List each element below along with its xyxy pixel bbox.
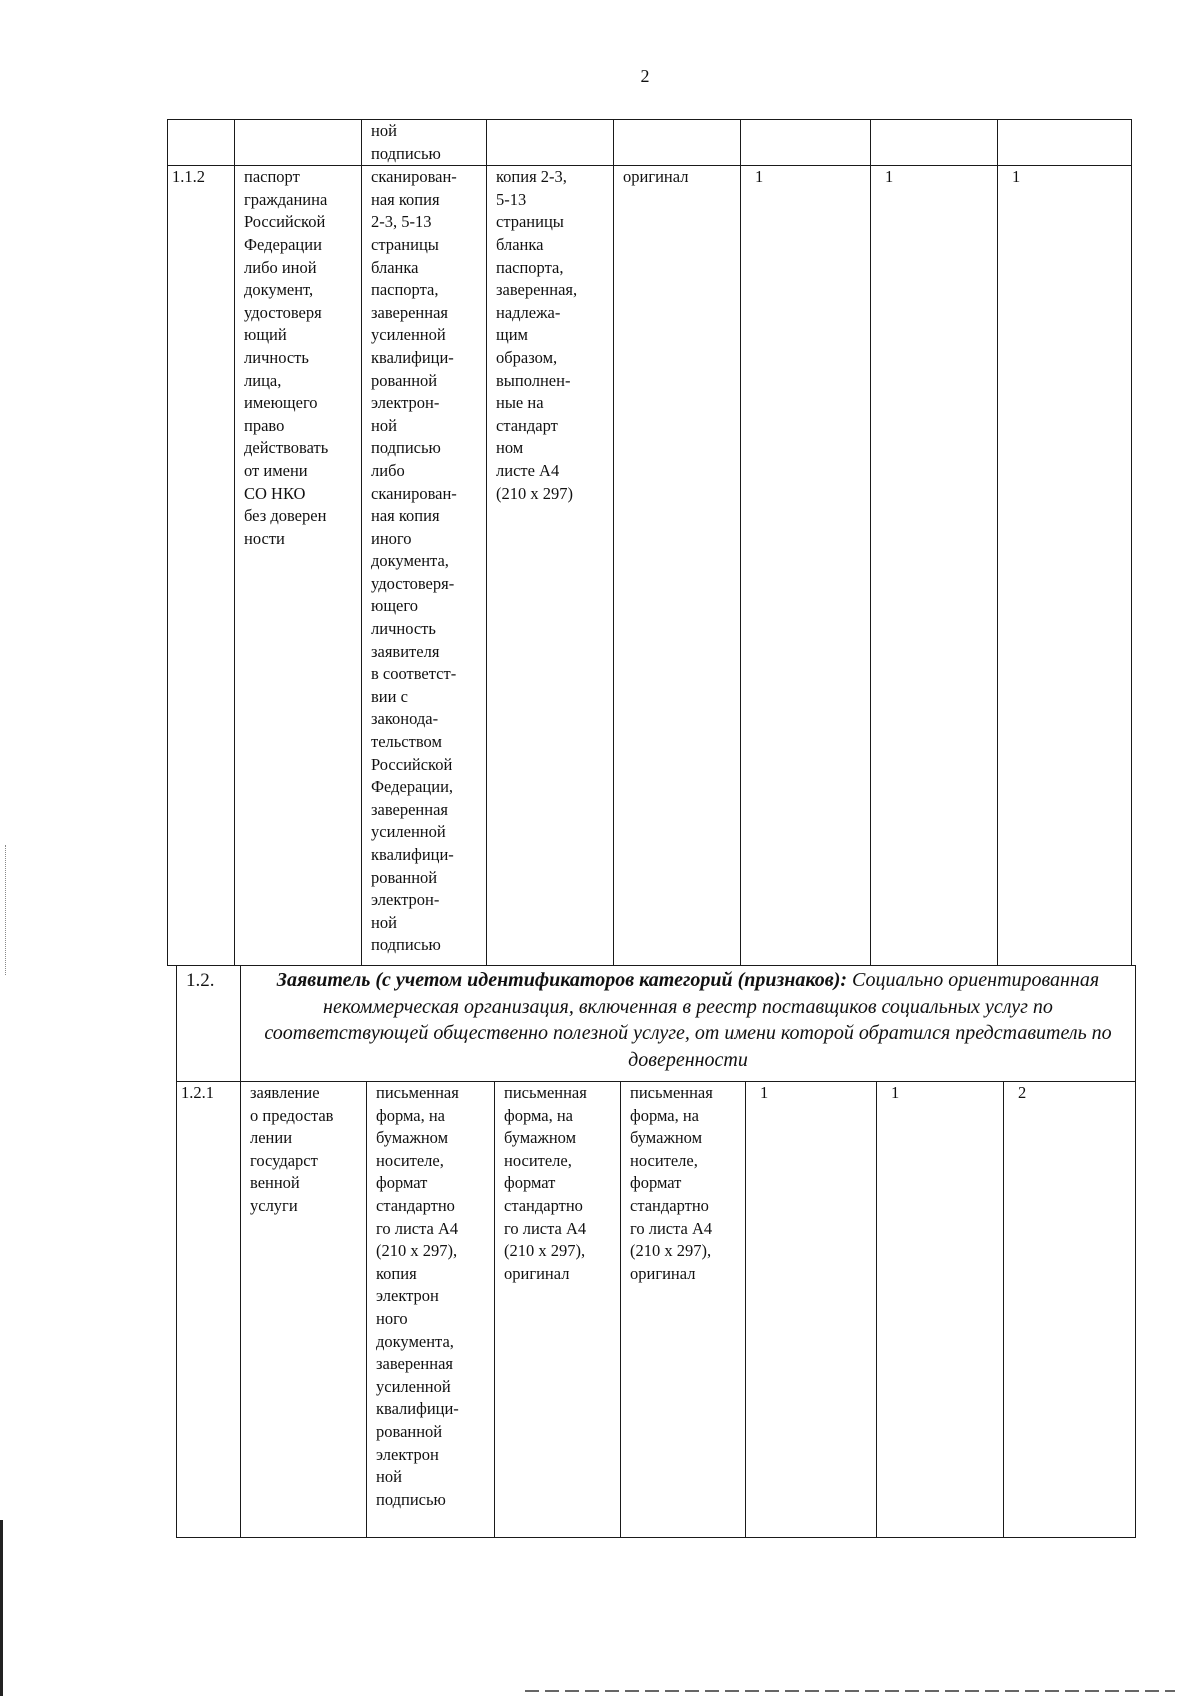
page-number: 2: [640, 66, 650, 86]
scan-bottom-dashes: [525, 1690, 1175, 1692]
cell-paper-form: письменная форма, на бумажном носителе, формат стандартно го листа А4 (210 х 297), оригинал: [495, 1082, 621, 1538]
cell-count-b: [871, 120, 998, 166]
table-row-continuation: [168, 120, 1132, 166]
cell-document: паспорт гражданина Российской Федерации либо иной документ, удостоверя ющий личность лица, имеющего право действовать от имени СО НКО без доверен ности: [235, 166, 362, 966]
cell-paper-form: [487, 120, 614, 166]
section-header-table: [176, 965, 1136, 1082]
cell-document: [235, 120, 362, 166]
table-row-1-1-2: [168, 166, 1132, 966]
section-row-1-2: [177, 966, 1136, 1082]
documents-table-upper: [167, 119, 1132, 966]
documents-table-lower: [176, 1081, 1136, 1538]
cell-num: 1.2.1: [177, 1082, 241, 1538]
cell-num: 1.1.2: [168, 166, 235, 966]
cell-electronic-form: письменная форма, на бумажном носителе, формат стандартно го листа А4 (210 х 297), копия электрон ного документа, заверенная усиленной квалифици- рованной электрон ной подписью: [367, 1082, 495, 1538]
cell-count-b: 1: [877, 1082, 1004, 1538]
cell-original-form: письменная форма, на бумажном носителе, формат стандартно го листа А4 (210 х 297), оригинал: [621, 1082, 746, 1538]
cell-count-a: [741, 120, 871, 166]
cell-original-form: [614, 120, 741, 166]
cell-original-form: оригинал: [614, 166, 741, 966]
scan-margin-marks: [5, 845, 7, 975]
cell-num: [168, 120, 235, 166]
cell-count-c: [998, 120, 1132, 166]
cell-count-a: 1: [741, 166, 871, 966]
cell-document: заявление о предостав лении государст венной услуги: [241, 1082, 367, 1538]
cell-paper-form: копия 2-3, 5-13 страницы бланка паспорта, заверенная, надлежа- щим образом, выполнен- ные на стандарт ном листе А4 (210 х 297): [487, 166, 614, 966]
table-row-1-2-1: [177, 1082, 1136, 1538]
section-title-bold: Заявитель (с учетом идентификаторов категорий (признаков):: [276, 969, 848, 991]
section-num: 1.2.: [177, 966, 241, 1082]
section-title-text: Социально ориентированная некоммерческая организация, включенная в реестр поставщиков социальных услуг по соответствующей общественно полезной услуге, от имени которой обратился представитель по доверенности: [264, 969, 1112, 1071]
cell-count-c: 2: [1004, 1082, 1136, 1538]
cell-electronic-form: сканирован- ная копия 2-3, 5-13 страницы бланка паспорта, заверенная усиленной квалифици- рованной электрон- ной подписью либо сканирован- ная копия иного документа, удостоверя- ющего личность заявителя в соответст- вии с законода- тельством Российской Федерации, заверенная усиленной квалифици- рованной электрон- ной подписью: [362, 166, 487, 966]
section-title: [241, 966, 1136, 1082]
scan-edge-bar: [0, 1520, 3, 1696]
cell-count-a: 1: [746, 1082, 877, 1538]
cell-count-b: 1: [871, 166, 998, 966]
cell-count-c: 1: [998, 166, 1132, 966]
cell-electronic-form: ной подписью: [362, 120, 487, 166]
